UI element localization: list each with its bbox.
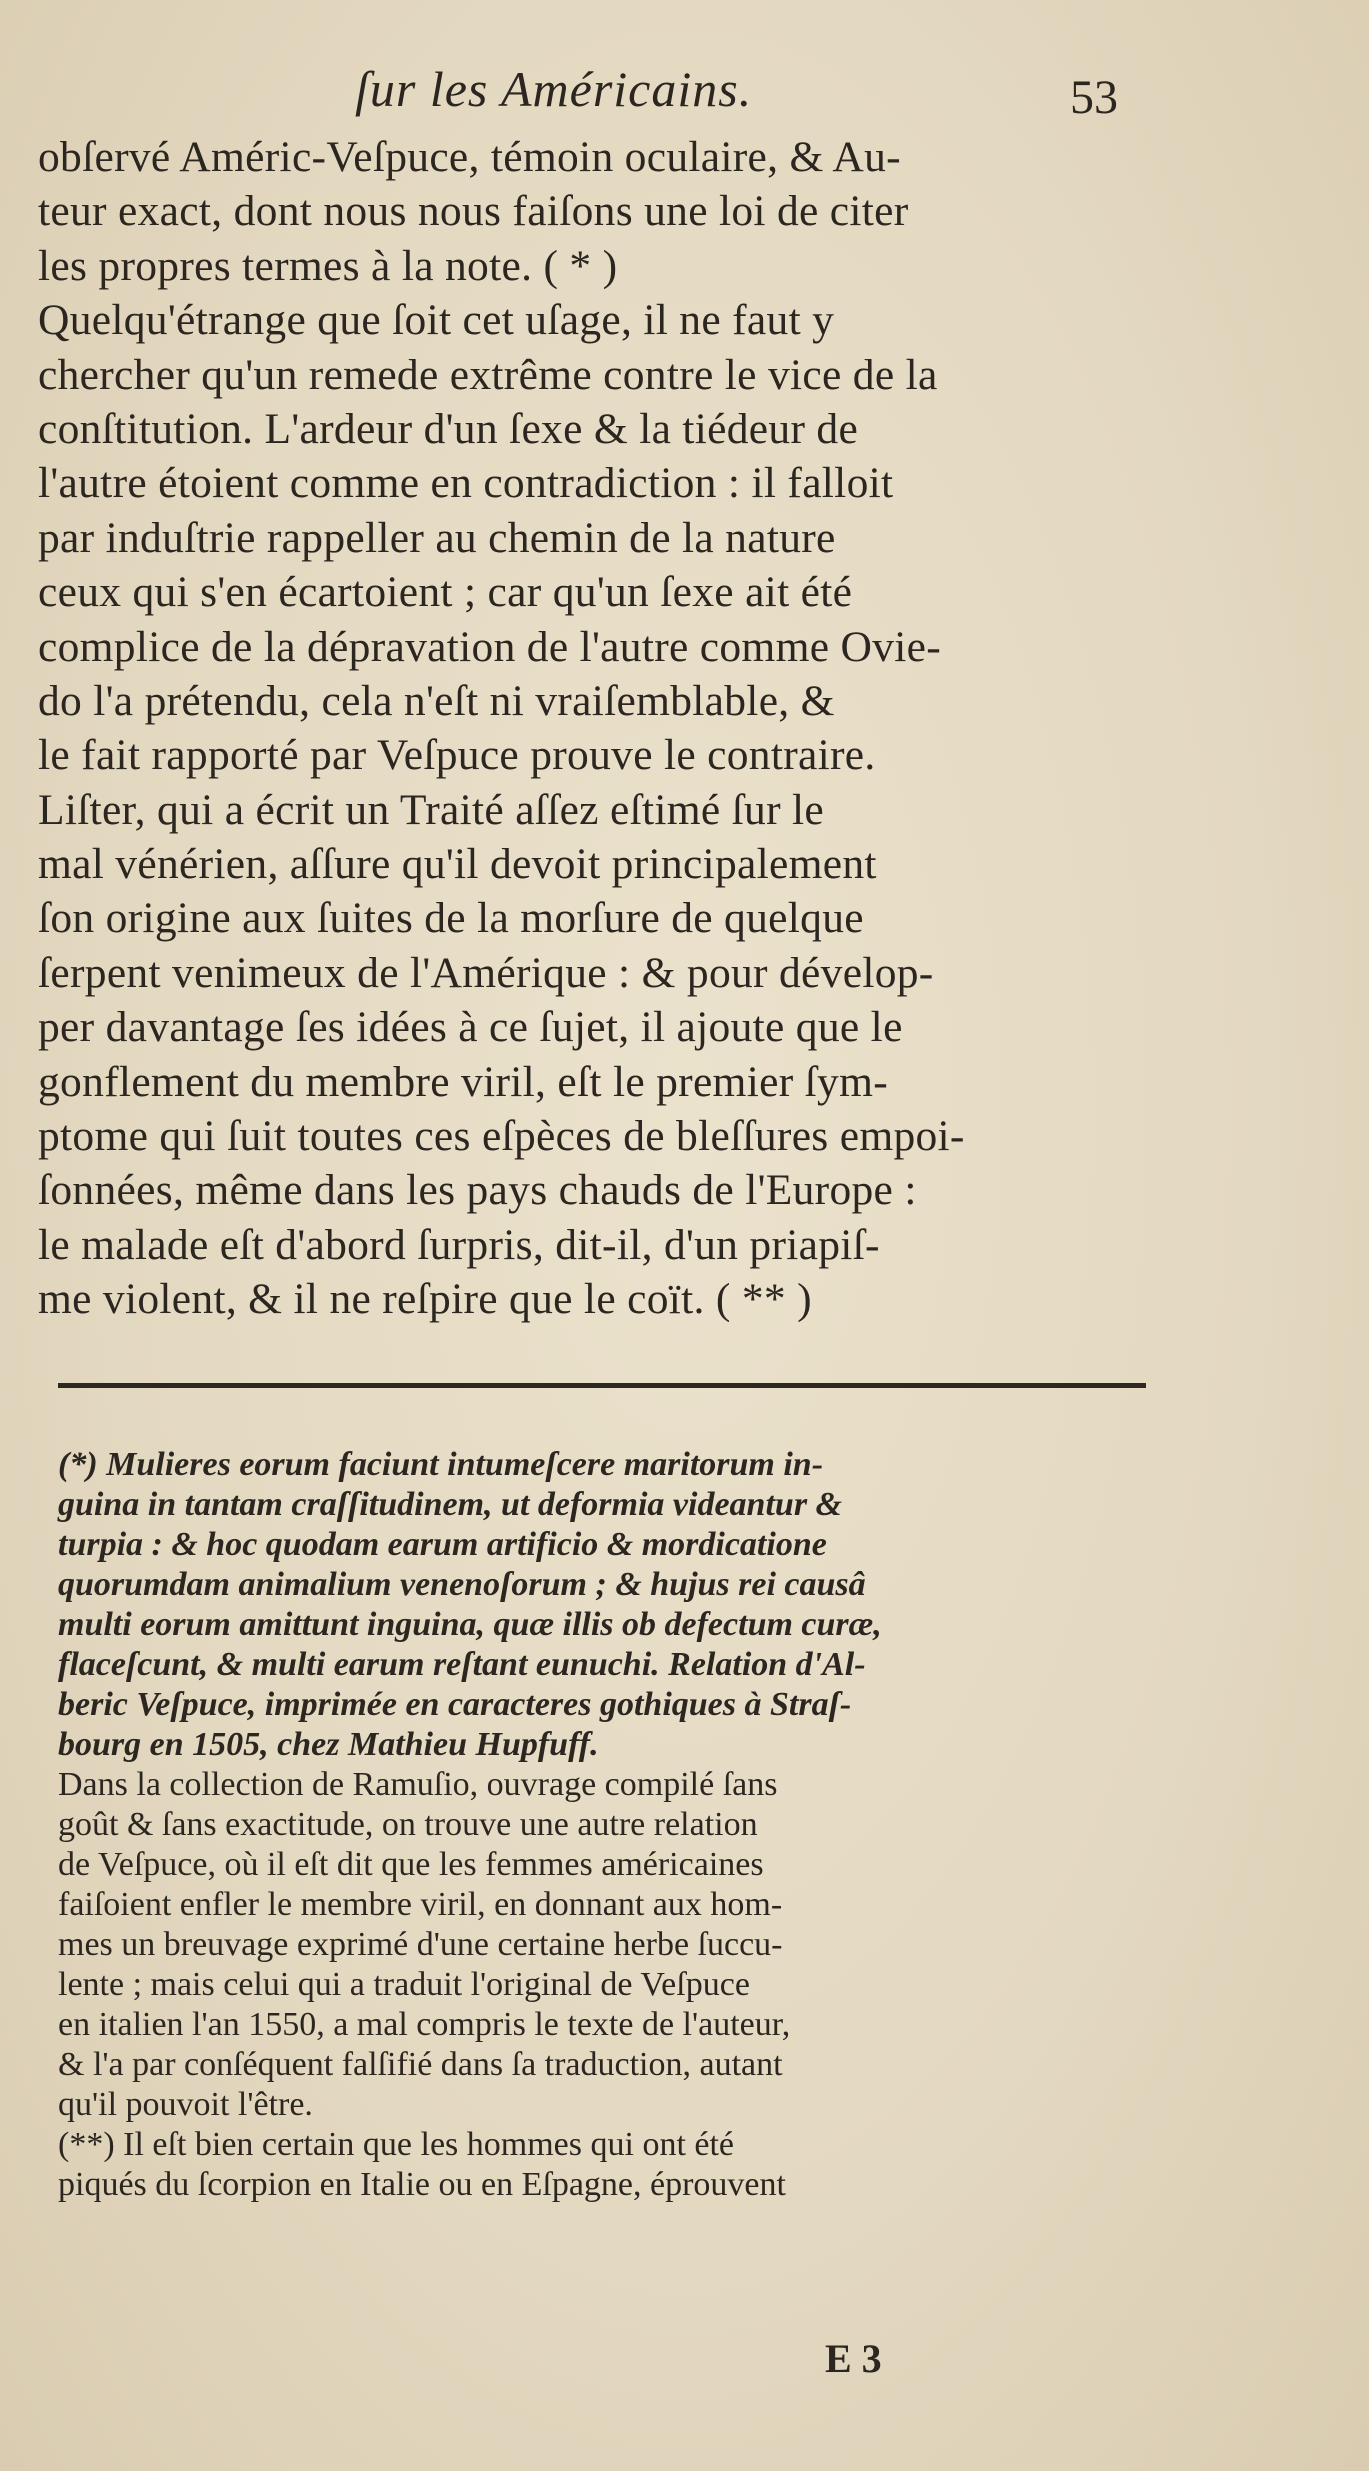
text-line: les propres termes à la note. ( * ) [38,241,618,290]
text-line: me violent, & il ne reſpire que le coït. ( ** ) [38,1275,812,1324]
text-line: conſtitution. L'ardeur d'un ſexe & la tiédeur de [38,404,859,453]
text-line: chercher qu'un remede extrême contre le vice de la [38,350,938,399]
text-line: Quelqu'étrange que ſoit cet uſage, il ne faut y [38,296,835,345]
footnote-line: de Veſpuce, où il eſt dit que les femmes américaines [58,1846,764,1883]
footnote-line: faiſoient enfler le membre viril, en donnant aux hom- [58,1886,783,1923]
text-line: le malade eſt d'abord ſurpris, dit-il, d'un priapiſ- [38,1220,880,1269]
footnote-line: Dans la collection de Ramuſio, ouvrage compilé ſans [58,1766,778,1803]
footnote-line: lente ; mais celui qui a traduit l'original de Veſpuce [58,1966,750,2003]
text-line: le fait rapporté par Veſpuce prouve le contraire. [38,731,876,780]
page-number: 53 [1070,71,1118,124]
footnote-separator-rule [58,1383,1146,1388]
footnote-line: en italien l'an 1550, a mal compris le texte de l'auteur, [58,2006,791,2043]
text-line: do l'a prétendu, cela n'eſt ni vraiſemblable, & [38,676,835,725]
text-line: obſervé Améric-Veſpuce, témoin oculaire, & Au- [38,133,901,181]
footnote-line: qu'il pouvoit l'être. [58,2086,313,2123]
footnote-line: guina in tantam craſſitudinem, ut deformia videantur & [58,1486,842,1523]
text-line: per davantage ſes idées à ce ſujet, il ajoute que le [38,1003,903,1052]
footnote-line: (**) Il eſt bien certain que les hommes qui ont été [58,2126,735,2163]
running-title: ſur les Américains. [355,61,753,117]
footnote-line: goût & ſans exactitude, on trouve une autre relation [58,1806,758,1843]
text-line: gonflement du membre viril, eſt le premier ſym- [38,1057,889,1106]
text-line: teur exact, dont nous nous faiſons une loi de citer [38,187,909,236]
footnote-line: bourg en 1505, chez Mathieu Hupfuff. [58,1726,599,1763]
footnotes [58,1445,1148,2205]
main-text [38,130,1138,1327]
footnote-line: turpia : & hoc quodam earum artificio & mordicatione [58,1526,827,1563]
footnote-line: & l'a par conſéquent falſifié dans ſa traduction, autant [58,2046,783,2083]
signature-mark: E 3 [825,2336,882,2381]
text-line: par induſtrie rappeller au chemin de la nature [38,513,836,562]
text-line: mal vénérien, aſſure qu'il devoit principalement [38,840,877,889]
text-line: l'autre étoient comme en contradiction : il falloit [38,459,894,508]
footnote-line: beric Veſpuce, imprimée en caracteres gothiques à Straſ- [58,1686,852,1723]
footnote-line: flaceſcunt, & multi earum reſtant eunuchi. Relation d'Al- [58,1646,866,1683]
text-line: ſon origine aux ſuites de la morſure de quelque [38,894,864,943]
footnote-line: piqués du ſcorpion en Italie ou en Eſpagne, éprouvent [58,2166,786,2203]
footnote-line: (*) Mulieres eorum faciunt intumeſcere maritorum in- [58,1446,824,1483]
text-line: complice de la dépravation de l'autre comme Ovie- [38,622,942,671]
footnote-line: quorumdam animalium venenoſorum ; & hujus rei causâ [58,1566,866,1603]
text-line: ſerpent venimeux de l'Amérique : & pour dévelop- [38,948,934,997]
footnote-line: multi eorum amittunt inguina, quæ illis ob defectum curæ, [58,1606,882,1643]
text-line: Liſter, qui a écrit un Traité aſſez eſtimé ſur le [38,785,825,834]
text-line: ptome qui ſuit toutes ces eſpèces de bleſſures empoi- [38,1112,965,1161]
text-line: ceux qui s'en écartoient ; car qu'un ſexe ait été [38,568,853,617]
footnote-line: mes un breuvage exprimé d'une certaine herbe ſuccu- [58,1926,783,1963]
text-line: ſonnées, même dans les pays chauds de l'Europe : [38,1166,917,1215]
